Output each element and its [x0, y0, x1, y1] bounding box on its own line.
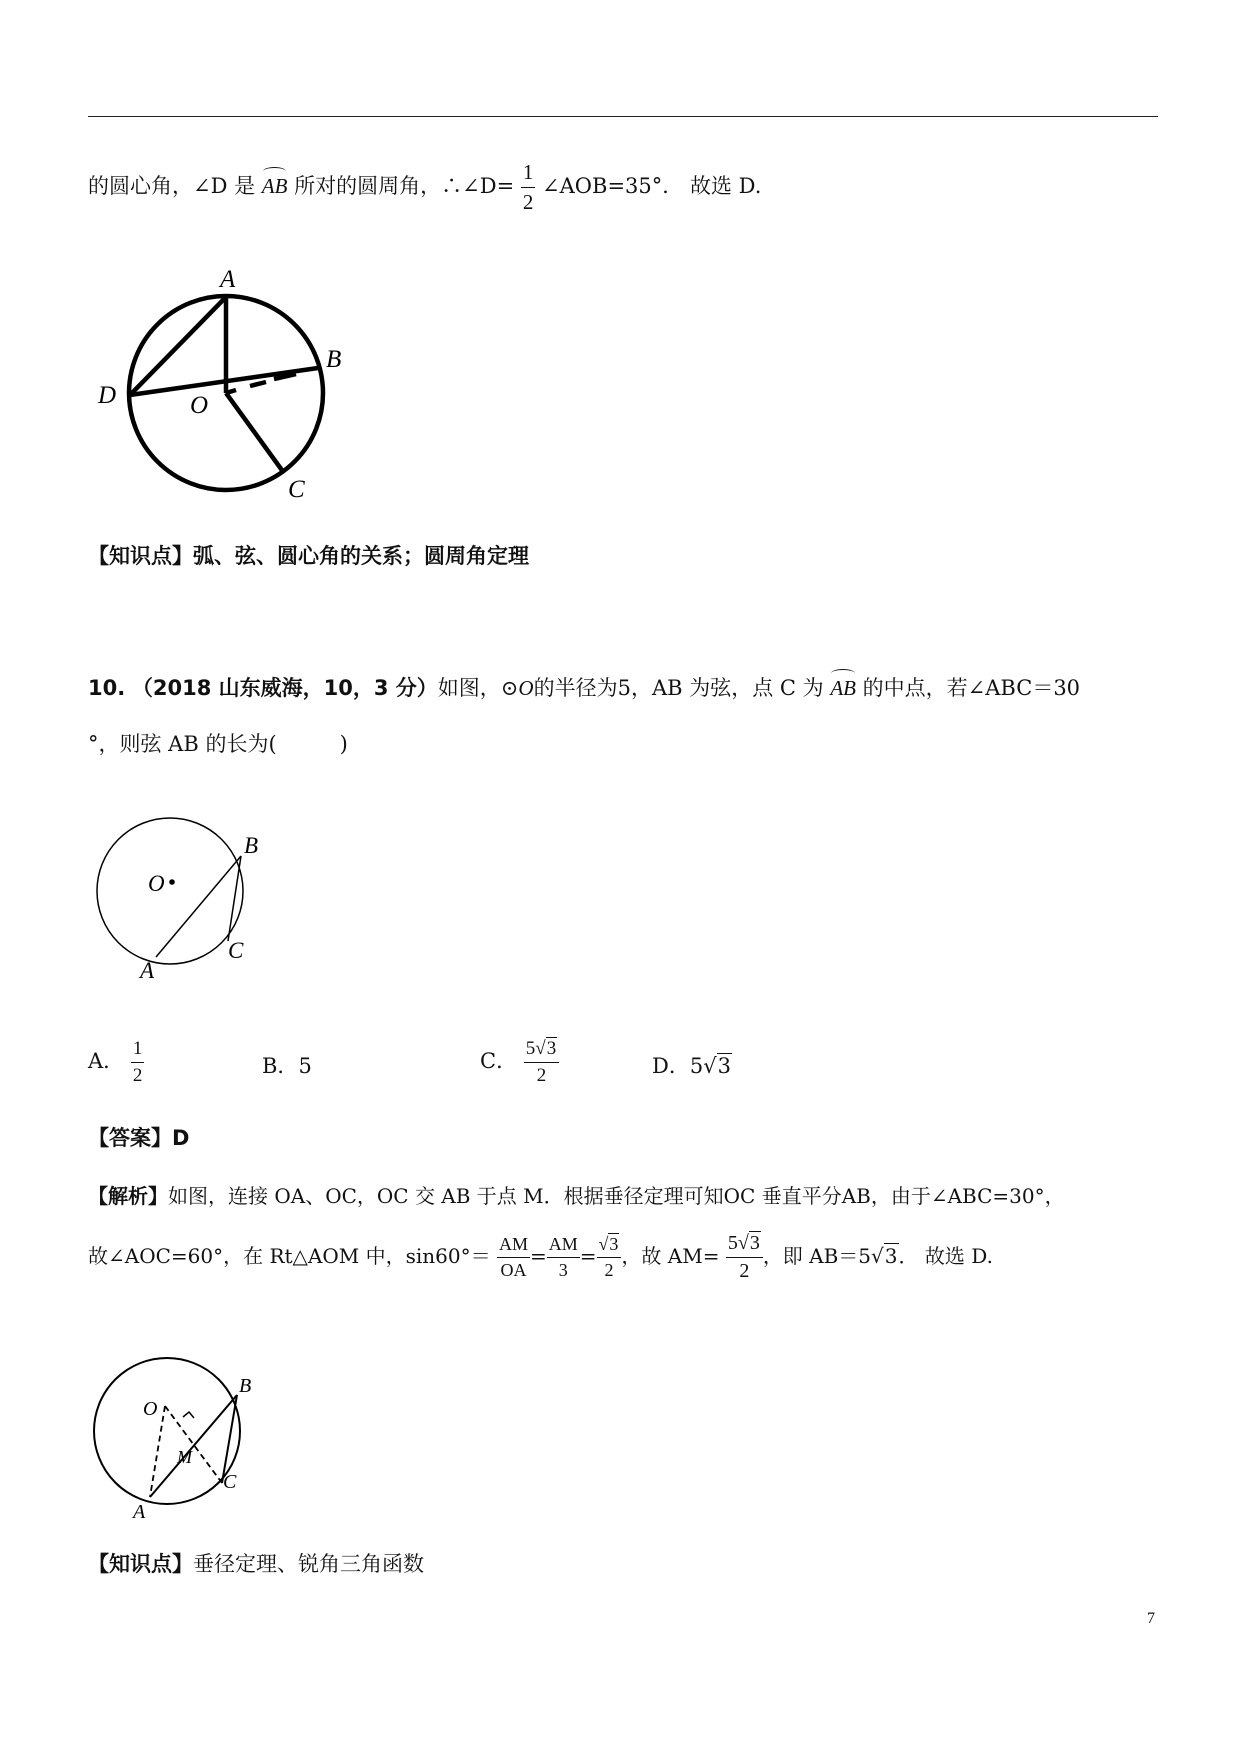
text: 所对的圆周角，∴∠D= [294, 174, 515, 198]
label-b: B [239, 1375, 252, 1397]
label-c: C [223, 1471, 237, 1493]
answer: 【答案】D [88, 1126, 190, 1150]
text: ∠AOB=35°． 故选 D. [542, 174, 762, 198]
label-o: O [143, 1398, 158, 1420]
arc-ab: AB [261, 174, 288, 198]
label-d: D [98, 382, 117, 409]
analysis-line2: 故∠AOC=60°，在 Rt△AOM 中，sin60°＝ $\frac{AM}{OA}$ = $\frac{AM}{3}$ = $\frac{√3}{2}$ ，故 AM= $\frac{5√3}{2}$ ，即 AB＝5√3． 故选 D. [88, 1232, 993, 1282]
label-o: O [148, 871, 165, 896]
figure-circle-1 [90, 265, 360, 510]
knowledge-point-9: 【知识点】弧、弦、圆心角的关系；圆周角定理 [88, 544, 529, 568]
label-a: A [133, 1501, 146, 1523]
fraction-half: $\frac{1}{2}$ [522, 160, 534, 214]
option-c: C． $\frac{5√3}{2}$ [480, 1038, 559, 1087]
label-a: A [220, 266, 236, 293]
label-a: A [140, 958, 155, 983]
label-o: O [190, 392, 209, 419]
label-m: M [177, 1447, 192, 1467]
label-c: C [288, 476, 305, 503]
label-b: B [244, 833, 259, 858]
header-rule [88, 116, 1158, 117]
page-number: 7 [1147, 1610, 1155, 1627]
question-10-line2: °，则弦 AB 的长为( ) [88, 732, 348, 756]
question-source: （2018 山东威海，10，3 分） [131, 676, 438, 700]
question-10: 10. （2018 山东威海，10，3 分）如图，⊙O的半径为5，AB 为弦，点 C 为 AB 的中点，若∠ABC＝30 [88, 676, 1081, 700]
option-a: A． $\frac{1}{2}$ [88, 1038, 143, 1086]
continuation-line [88, 160, 761, 215]
figure-circle-2 [88, 815, 278, 985]
figure-circle-3 [85, 1355, 285, 1525]
option-b: B．5 [262, 1054, 312, 1078]
label-b: B [326, 346, 342, 373]
arc-ab: AB [830, 676, 856, 700]
analysis-line1: 【解析】如图，连接 OA、OC，OC 交 AB 于点 M．根据垂径定理可知OC 垂直平分AB，由于∠ABC=30°， [88, 1184, 1065, 1208]
option-d: D．5√3 [652, 1054, 731, 1078]
label-c: C [228, 938, 244, 963]
question-number: 10. [88, 676, 126, 700]
knowledge-point-10: 【知识点】垂径定理、锐角三角函数 [88, 1552, 424, 1576]
text: 的圆心角，∠D 是 [88, 174, 256, 198]
